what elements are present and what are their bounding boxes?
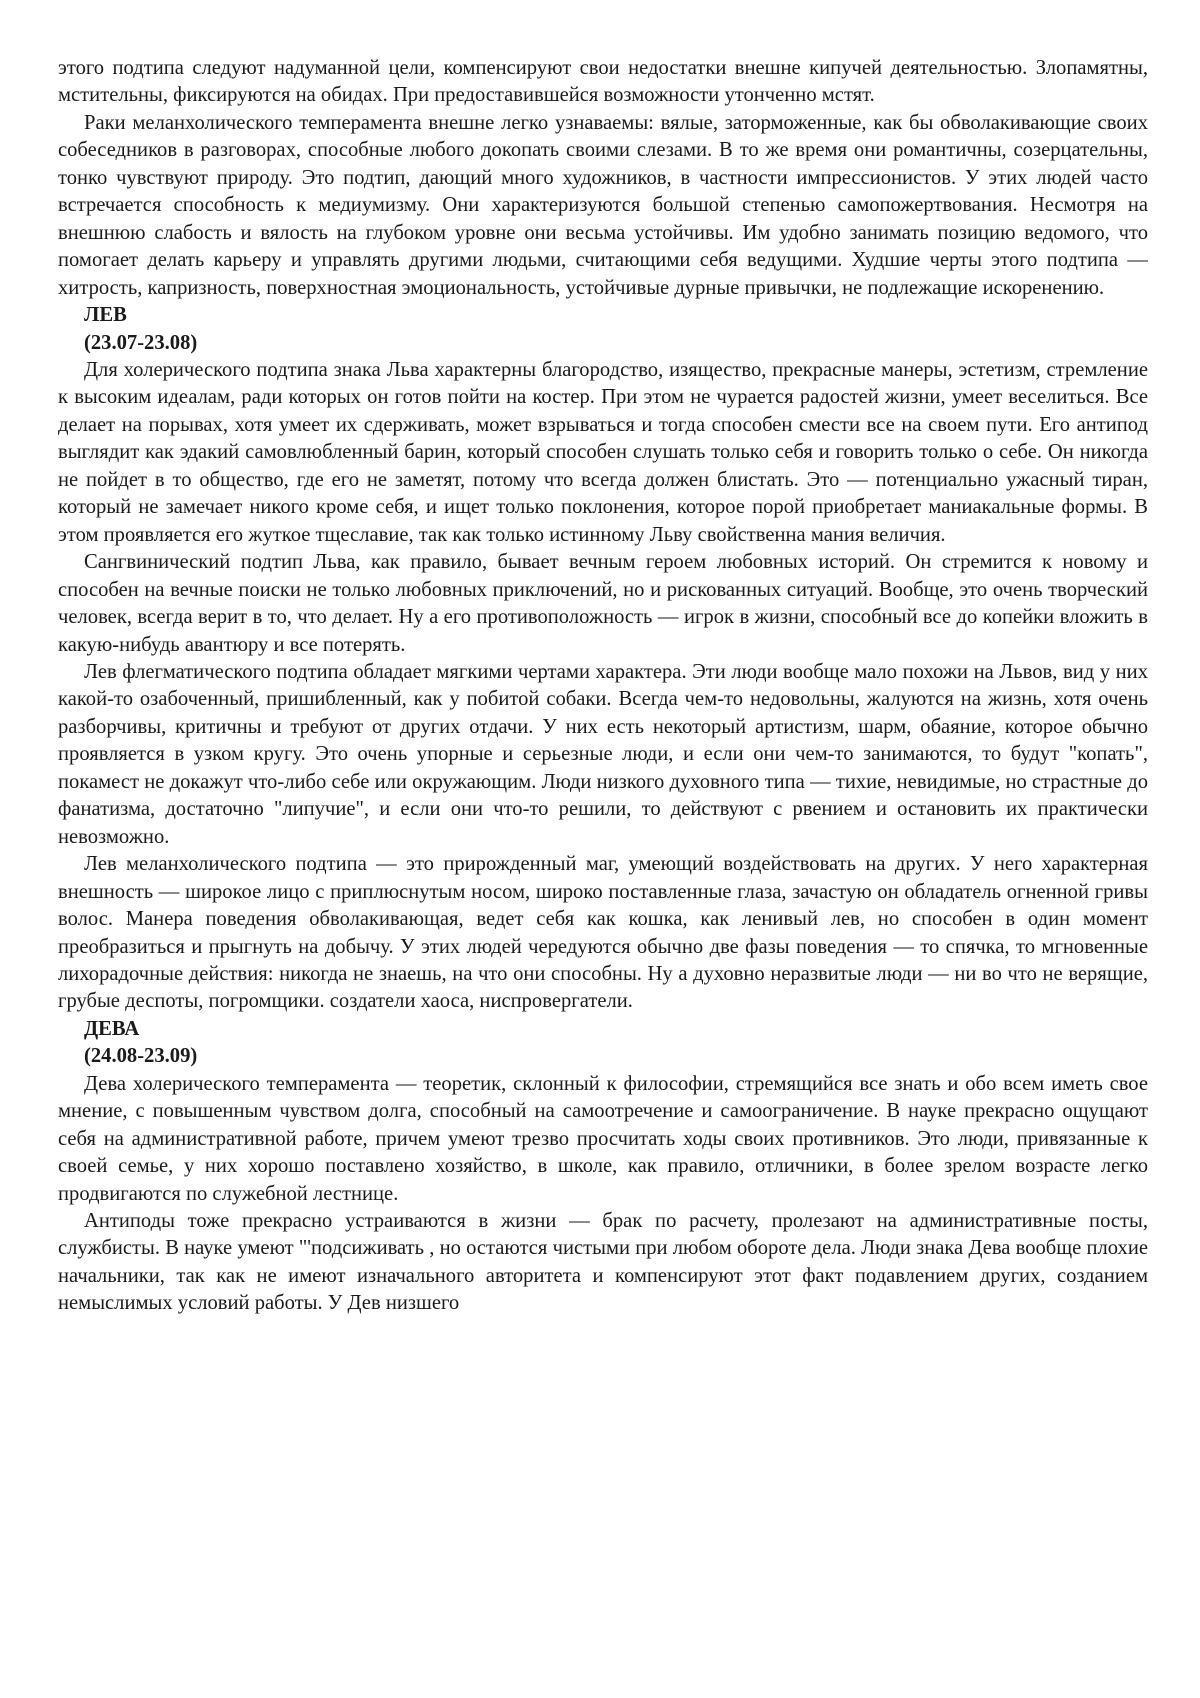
paragraph-leo-melancholic: Лев меланхолического подтипа — это прирожденный маг, умеющий воздействовать на других. У него характерная внешность — широкое лицо с приплюснутым носом, широко поставленные глаза, зачастую он обладатель огненной гривы волос. Манера поведения обволакивающая, ведет себя как кошка, как ленивый лев, но способен в один момент преобразиться и прыгнуть на добычу. У этих людей чередуются обычно две фазы поведения — то спячка, то мгновенные лихорадочные действия: никогда не знаешь, на что они способны. Ну а духовно неразвитые люди — ни во что не верящие, грубые деспоты, погромщики. создатели хаоса, ниспровергатели. <box>58 853 1148 1013</box>
paragraph-cancer-intro: этого подтипа следуют надуманной цели, компенсируют свои недостатки внешне кипучей деятельностью. Злопамятны, мстительны, фиксируются на обидах. При предоставившейся возможности утонченно мстят. <box>58 57 1148 107</box>
heading-virgo-dates: (24.08-23.09) <box>84 1045 198 1068</box>
heading-virgo: ДЕВА <box>84 1017 140 1040</box>
paragraph-leo-choleric: Для холерического подтипа знака Льва характерны благородство, изящество, прекрасные манеры, эстетизм, стремление к высоким идеалам, ради которых он готов пойти на костер. При этом не чурается радостей жизни, умеет веселиться. Все делает на порывах, хотя умеет их сдерживать, может взрываться и тогда способен смести все на своем пути. Его антипод выглядит как эдакий самовлюбленный барин, который способен слушать только себя и говорить только о себе. Он никогда не пойдет в то общество, где его не заметят, потому что всегда должен блистать. Это — потенциально ужасный тиран, который не замечает никого кроме себя, и ищет только поклонения, которое порой приобретает маниакальные формы. В этом проявляется его жуткое тщеславие, так как только истинному Льву свойственна мания величия. <box>58 358 1148 546</box>
paragraph-cancer-melancholic: Раки меланхолического темперамента внешне легко узнаваемы: вялые, заторможенные, как бы обволакивающие своих собеседников в разговорах, способные любого докопать своими слезами. В то же время они романтичны, созерцательны, тонко чувствуют природу. Это подтип, дающий много художников, в частности импрессионистов. У этих людей часто встречается способность к медиумизму. Они характеризуются большой степенью самопожертвования. Несмотря на внешнюю слабость и вялость на глубоком уровне они весьма устойчивы. Им удобно занимать позицию ведомого, что помогает делать карьеру и управлять другими людьми, считающими себя ведущими. Худшие черты этого подтипа — хитрость, капризность, поверхностная эмоциональность, устойчивые дурные привычки, не подлежащие искоренению. <box>58 111 1148 299</box>
paragraph-leo-sanguine: Сангвинический подтип Льва, как правило, бывает вечным героем любовных историй. Он стремится к новому и способен на вечные поиски не только любовных приключений, но и рискованных ситуаций. Вообще, это очень творческий человек, всегда верит в то, что делает. Ну а его противоположность — игрок в жизни, способный все до копейки вложить в какую-нибудь авантюру и все потерять. <box>58 551 1148 656</box>
heading-leo: ЛЕВ <box>84 304 127 327</box>
heading-leo-dates: (23.07-23.08) <box>84 331 198 354</box>
document-page <box>58 55 1148 1318</box>
paragraph-leo-phlegmatic: Лев флегматического подтипа обладает мягкими чертами характера. Эти люди вообще мало похожи на Львов, вид у них какой-то озабоченный, пришибленный, как у побитой собаки. Всегда чем-то недовольны, жалуются на жизнь, хотя очень разборчивы, критичны и требуют от других отдачи. У них есть некоторый артистизм, шарм, обаяние, которое обычно проявляется в узком кругу. Это очень упорные и серьезные люди, и если они чем-то занимаются, то будут "копать", покамест не докажут что-либо себе или окружающим. Люди низкого духовного типа — тихие, невидимые, но страстные до фанатизма, достаточно "липучие", и если они что-то решили, то действуют с рвением и остановить их практически невозможно. <box>58 660 1148 848</box>
paragraph-virgo-antipodes: Антиподы тоже прекрасно устраиваются в жизни — брак по расчету, пролезают на административные посты, службисты. В науке умеют "'подсиживать , но остаются чистыми при любом обороте дела. Люди знака Дева вообще плохие начальники, так как не имеют изначального авторитета и компенсируют этот факт подавлением других, созданием немыслимых условий работы. У Дев низшего <box>58 1210 1148 1315</box>
paragraph-virgo-choleric: Дева холерического темперамента — теоретик, склонный к философии, стремящийся все знать и обо всем иметь свое мнение, с повышенным чувством долга, способный на самоотречение и самоограничение. В науке прекрасно ощущают себя на административной работе, причем умеют трезво просчитать ходы своих противников. Это люди, привязанные к своей семье, у них хорошо поставлено хозяйство, в школе, как правило, отличники, в более зрелом возрасте легко продвигаются по служебной лестнице. <box>58 1072 1148 1205</box>
